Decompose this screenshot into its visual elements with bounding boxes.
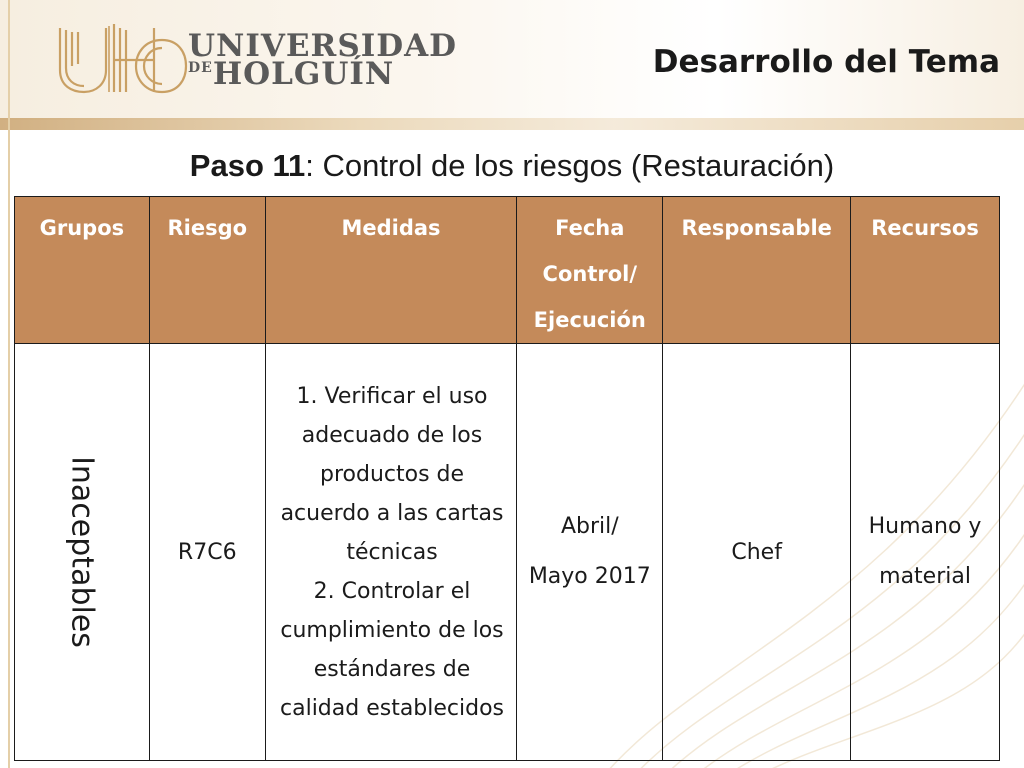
header-responsable: Responsable	[663, 197, 851, 344]
cell-fecha: Abril/ Mayo 2017	[517, 344, 663, 761]
medida-item-2: 2. Controlar el cumplimiento de los estándares de calidad establecidos	[280, 578, 505, 721]
header-riesgo: Riesgo	[149, 197, 265, 344]
cell-medidas	[265, 344, 517, 761]
header-recursos: Recursos	[851, 197, 1000, 344]
header-medidas: Medidas	[265, 197, 517, 344]
cell-recursos: Humano y material	[851, 344, 1000, 761]
cell-grupo	[15, 344, 150, 761]
section-title: Desarrollo del Tema	[652, 44, 1000, 80]
subtitle-text: : Control de los riesgos (Restauración)	[305, 148, 835, 183]
logo-text-de: DE	[188, 60, 213, 76]
left-border-line	[8, 0, 10, 768]
medida-item-1: 1. Verificar el uso adecuado de los productos de acuerdo a las cartas técnicas	[280, 383, 504, 565]
header-grupos: Grupos	[15, 197, 150, 344]
logo-text-holguin-word: HOLGUÍN	[212, 56, 395, 92]
logo-text-universidad: UNIVERSIDAD	[188, 28, 458, 64]
table-header-row	[15, 197, 1000, 344]
slide-subtitle	[0, 148, 1024, 184]
cell-responsable: Chef	[663, 344, 851, 761]
subtitle-step: Paso 11	[189, 148, 306, 183]
table-row	[15, 344, 1000, 761]
logo-text-holguin	[188, 56, 394, 92]
header-divider	[0, 118, 1024, 130]
header-fecha: Fecha Control/ Ejecución	[517, 197, 663, 344]
risk-control-table	[14, 196, 1000, 761]
grupo-label: Inaceptables	[64, 456, 100, 648]
cell-riesgo: R7C6	[149, 344, 265, 761]
